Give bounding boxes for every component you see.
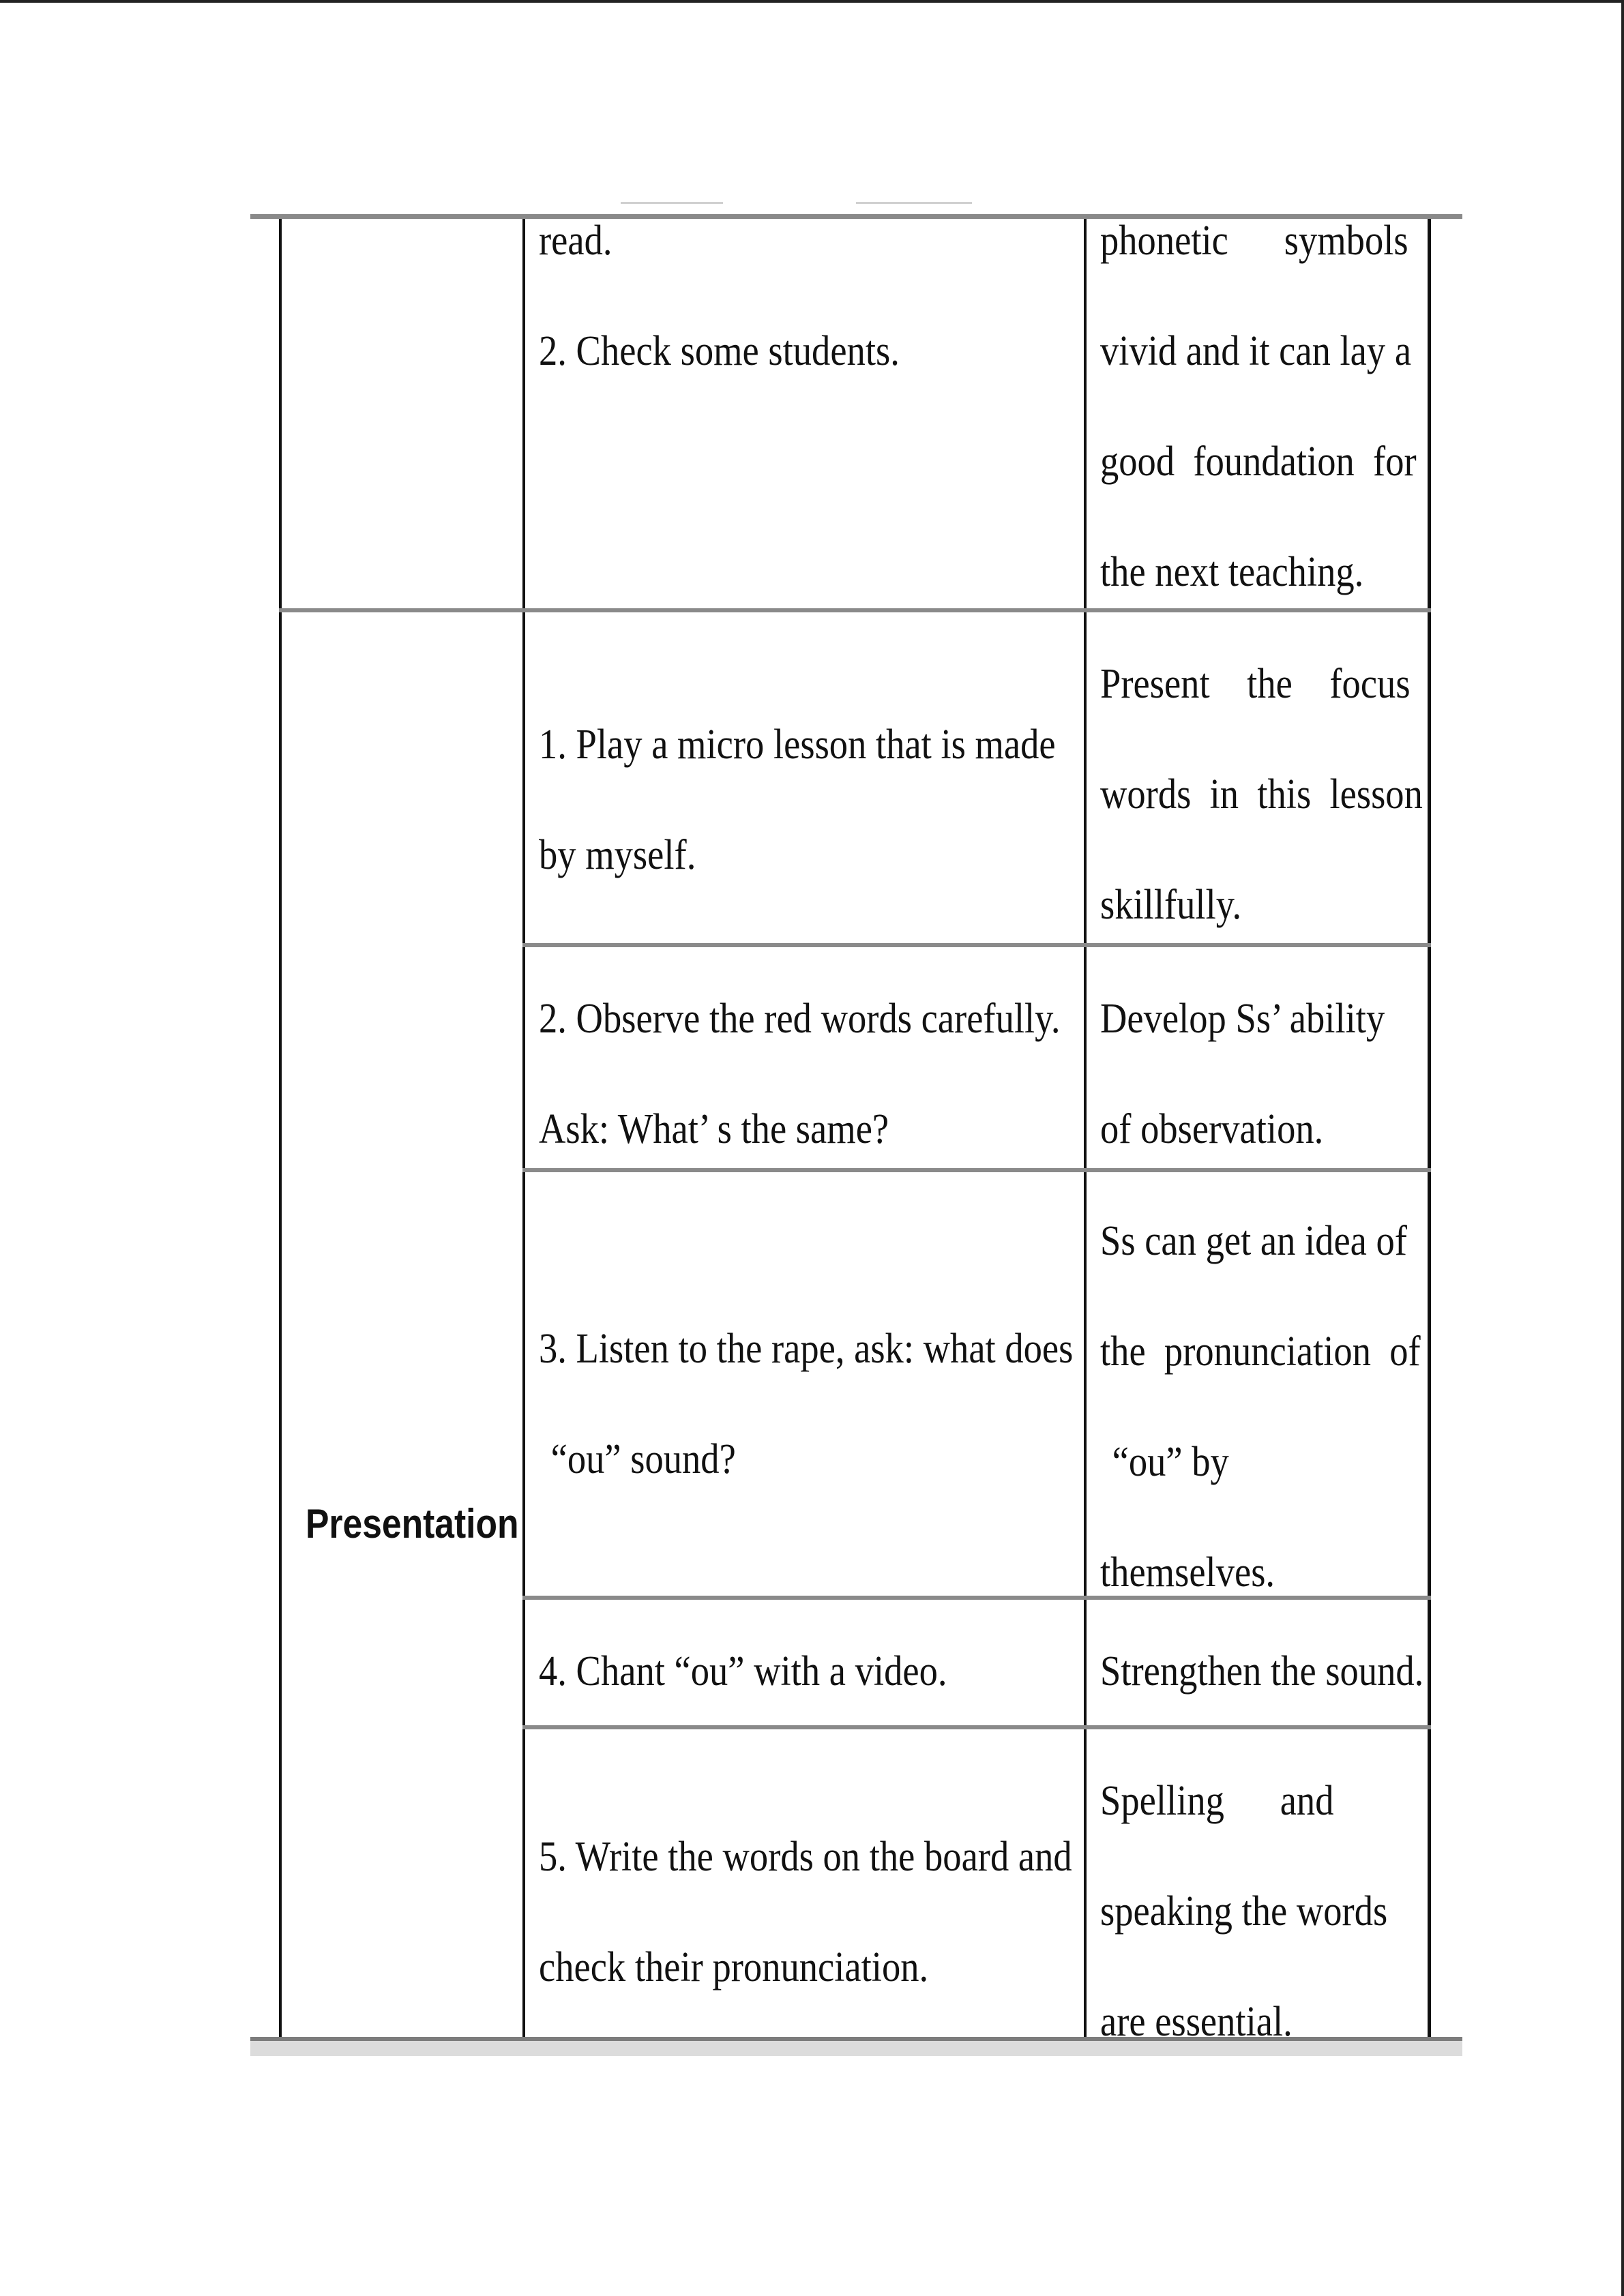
activity-line: 2. Observe the red words carefully. xyxy=(539,996,1061,1042)
activity-cell xyxy=(539,185,1067,406)
table-left-border xyxy=(279,219,282,2040)
page-border-top xyxy=(0,0,1624,3)
purpose-line: speaking the words xyxy=(1100,1888,1388,1935)
activity-line: “ou” sound? xyxy=(550,1436,736,1482)
activity-line: read. xyxy=(539,218,612,264)
purpose-cell xyxy=(1100,629,1462,960)
purpose-line: are essential. xyxy=(1100,1999,1293,2039)
activity-line: check their pronunciation. xyxy=(539,1944,929,1991)
activity-line: 4. Chant “ou” with a video. xyxy=(539,1648,947,1695)
purpose-line: vivid and it can lay a xyxy=(1100,328,1412,374)
activity-line: 2. Check some students. xyxy=(539,328,900,374)
purpose-line: of observation. xyxy=(1100,1106,1324,1152)
purpose-line: phonetic symbols xyxy=(1100,218,1408,264)
purpose-line: the next teaching. xyxy=(1100,549,1364,595)
purpose-cell xyxy=(1100,964,1462,1184)
activity-line: Ask: What’ s the same? xyxy=(539,1106,889,1152)
activity-line: by myself. xyxy=(539,832,696,878)
purpose-line: Present the focus xyxy=(1100,661,1411,707)
activity-line: 5. Write the words on the board and xyxy=(539,1834,1072,1880)
purpose-line: themselves. xyxy=(1100,1549,1275,1596)
column-divider-activity xyxy=(1084,219,1087,2040)
activity-line: 1. Play a micro lesson that is made xyxy=(539,721,1056,768)
activity-cell xyxy=(539,689,1067,910)
purpose-cell xyxy=(1100,1186,1462,1628)
purpose-line: Strengthen the sound. xyxy=(1100,1648,1424,1695)
purpose-line: skillfully. xyxy=(1100,882,1242,928)
activity-cell xyxy=(539,1616,1067,1727)
activity-cell xyxy=(539,964,1067,1184)
stage-label: Presentation xyxy=(306,1501,519,1547)
activity-line: 3. Listen to the rape, ask: what does xyxy=(539,1326,1074,1372)
purpose-line: Develop Ss’ ability xyxy=(1100,996,1385,1042)
purpose-cell xyxy=(1100,1746,1462,2039)
purpose-line: “ou” by xyxy=(1112,1439,1229,1485)
purpose-line: good foundation for xyxy=(1100,438,1417,485)
purpose-line: the pronunciation of xyxy=(1100,1328,1421,1375)
purpose-line: words in this lesson xyxy=(1100,771,1423,818)
activity-cell xyxy=(539,1802,1072,2023)
purpose-line: Spelling and xyxy=(1100,1778,1334,1824)
column-divider-stage xyxy=(522,219,525,2040)
purpose-cell xyxy=(1100,1616,1462,1727)
activity-cell xyxy=(539,1294,1074,1515)
purpose-line: Ss can get an idea of xyxy=(1100,1218,1407,1264)
purpose-cell xyxy=(1100,185,1418,627)
page-border-right xyxy=(1621,0,1624,2296)
